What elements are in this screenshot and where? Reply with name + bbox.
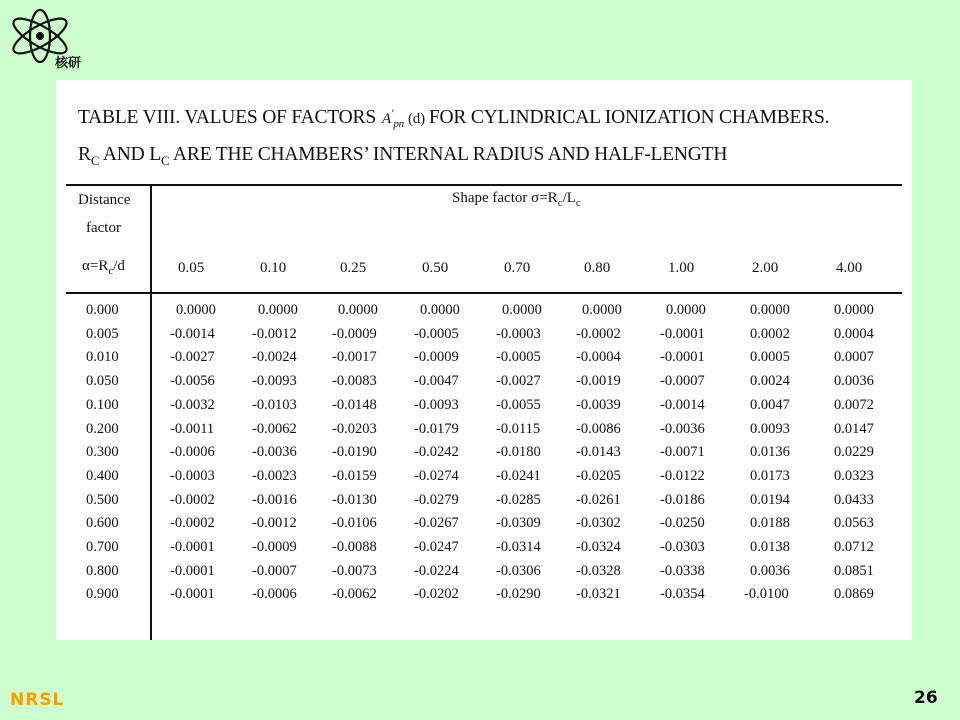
title-suffix: FOR CYLINDRICAL IONIZATION CHAMBERS.	[428, 107, 830, 128]
table-cell: 0.0093	[750, 420, 790, 437]
table-cell: -0.0003	[170, 467, 215, 484]
table-cell: 0.0000	[750, 302, 790, 318]
table-cell: 0.0138	[750, 539, 790, 555]
table-cell: -0.0261	[576, 491, 621, 508]
table-cell: -0.0242	[414, 444, 459, 461]
table-cell: -0.0001	[660, 349, 705, 366]
table-cell: 0.0229	[834, 444, 874, 461]
table-cell: -0.0354	[660, 586, 705, 603]
table-cell: 0.0000	[338, 302, 378, 318]
column-header: 0.05	[178, 260, 205, 276]
table-cell: -0.0036	[660, 420, 705, 437]
title-prefix: TABLE VIII. VALUES OF FACTORS	[78, 107, 377, 128]
table-cell: -0.0017	[332, 349, 377, 366]
table-cell: -0.0241	[496, 467, 541, 484]
table-cell: 0.0024	[750, 373, 790, 390]
table-cell: -0.0338	[660, 562, 705, 579]
row-alpha: 0.005	[86, 325, 119, 342]
factor-symbol: $A'_{pn}$	[382, 106, 404, 130]
table-cell: -0.0007	[660, 373, 705, 390]
table-cell: 0.0000	[176, 302, 216, 318]
factor-arg: (d)	[407, 111, 425, 127]
table-cell: -0.0011	[170, 420, 215, 437]
table-cell: -0.0027	[170, 349, 215, 366]
table-cell: -0.0083	[332, 373, 377, 390]
vertical-rule	[150, 184, 152, 640]
table-cell: -0.0002	[576, 325, 621, 342]
page-number: 26	[914, 688, 938, 708]
table-title	[78, 106, 829, 130]
row-alpha: 0.600	[86, 515, 119, 532]
column-header: 0.80	[584, 260, 611, 276]
table-cell: 0.0188	[750, 515, 790, 532]
table-cell: -0.0086	[576, 420, 621, 437]
table-cell: -0.0009	[332, 325, 377, 342]
table-cell: -0.0179	[414, 420, 459, 437]
table-cell: -0.0247	[414, 539, 459, 555]
table-cell: -0.0009	[414, 349, 459, 366]
table-cell: -0.0062	[332, 586, 377, 603]
row-alpha: 0.800	[86, 562, 119, 579]
table-cell: -0.0203	[332, 420, 377, 437]
table-cell: -0.0047	[414, 373, 459, 390]
table-panel	[56, 80, 912, 640]
table-cell: -0.0012	[252, 325, 297, 342]
table-cell: -0.0024	[252, 349, 297, 366]
table-cell: 0.0712	[834, 539, 874, 555]
row-alpha: 0.050	[86, 373, 119, 390]
table-cell: -0.0279	[414, 491, 459, 508]
table-cell: -0.0002	[170, 515, 215, 532]
logo-text: 核研	[55, 56, 82, 71]
table-cell: -0.0159	[332, 467, 377, 484]
table-cell: 0.0002	[750, 325, 790, 342]
table-cell: -0.0019	[576, 373, 621, 390]
table-cell: -0.0306	[496, 562, 541, 579]
table-cell: -0.0328	[576, 562, 621, 579]
table-cell: -0.0071	[660, 444, 705, 461]
table-cell: -0.0103	[252, 396, 297, 413]
table-cell: -0.0093	[414, 396, 459, 413]
table-cell: -0.0009	[252, 539, 297, 555]
table-cell: -0.0224	[414, 562, 459, 579]
table-cell: 0.0000	[666, 302, 706, 318]
table-cell: 0.0000	[834, 302, 874, 318]
column-header: 2.00	[752, 260, 779, 276]
table-cell: -0.0115	[496, 420, 541, 437]
row-alpha: 0.400	[86, 467, 119, 484]
table-cell: -0.0001	[660, 325, 705, 342]
row-alpha: 0.100	[86, 396, 119, 413]
table-cell: -0.0001	[170, 539, 215, 555]
row-header-distance: Distance	[78, 192, 131, 208]
table-cell: 0.0072	[834, 396, 874, 413]
shape-factor-header: Shape factor $\sigma=R_c/L_c$	[452, 190, 581, 209]
header-rule	[66, 292, 902, 294]
table-cell: -0.0001	[170, 562, 215, 579]
table-cell: -0.0005	[414, 325, 459, 342]
table-cell: -0.0148	[332, 396, 377, 413]
table-cell: -0.0014	[660, 396, 705, 413]
table-cell: 0.0007	[834, 349, 874, 366]
table-cell: -0.0093	[252, 373, 297, 390]
table-subtitle: $R_C$ AND $L_C$ ARE THE CHAMBERS’ INTERNAL RADIUS AND HALF-LENGTH	[78, 144, 728, 168]
table-cell: -0.0190	[332, 444, 377, 461]
table-cell: 0.0000	[502, 302, 542, 318]
table-cell: -0.0285	[496, 491, 541, 508]
table-cell: -0.0062	[252, 420, 297, 437]
table-cell: -0.0002	[170, 491, 215, 508]
table-cell: 0.0000	[420, 302, 460, 318]
row-header-factor: factor	[86, 220, 121, 236]
table-cell: 0.0136	[750, 444, 790, 461]
row-alpha: 0.700	[86, 539, 119, 555]
row-alpha: 0.300	[86, 444, 119, 461]
table-cell: -0.0100	[744, 586, 789, 603]
row-alpha: 0.500	[86, 491, 119, 508]
table-cell: 0.0036	[834, 373, 874, 390]
table-cell: -0.0004	[576, 349, 621, 366]
column-header: 0.70	[504, 260, 531, 276]
table-cell: 0.0005	[750, 349, 790, 366]
row-header-alpha: $\alpha=R_c/d$	[82, 258, 125, 277]
table-cell: -0.0012	[252, 515, 297, 532]
column-header: 1.00	[668, 260, 695, 276]
table-cell: -0.0088	[332, 539, 377, 555]
row-alpha: 0.010	[86, 349, 119, 366]
table-cell: 0.0000	[258, 302, 298, 318]
table-cell: -0.0267	[414, 515, 459, 532]
column-header: 0.10	[260, 260, 287, 276]
table-cell: 0.0047	[750, 396, 790, 413]
table-cell: -0.0180	[496, 444, 541, 461]
table-cell: -0.0006	[252, 586, 297, 603]
table-cell: -0.0130	[332, 491, 377, 508]
table-cell: -0.0073	[332, 562, 377, 579]
table-cell: -0.0324	[576, 539, 621, 555]
table-cell: -0.0007	[252, 562, 297, 579]
table-cell: -0.0023	[252, 467, 297, 484]
table-cell: -0.0290	[496, 586, 541, 603]
table-cell: -0.0016	[252, 491, 297, 508]
table-cell: -0.0274	[414, 467, 459, 484]
table-cell: -0.0014	[170, 325, 215, 342]
table-cell: -0.0003	[496, 325, 541, 342]
table-cell: 0.0147	[834, 420, 874, 437]
table-cell: -0.0006	[170, 444, 215, 461]
column-header: 0.50	[422, 260, 449, 276]
column-header: 0.25	[340, 260, 367, 276]
row-alpha: 0.200	[86, 420, 119, 437]
table-cell: 0.0323	[834, 467, 874, 484]
top-rule	[66, 184, 902, 186]
table-cell: 0.0004	[834, 325, 874, 342]
table-cell: -0.0122	[660, 467, 705, 484]
table-cell: 0.0194	[750, 491, 790, 508]
row-alpha: 0.000	[86, 302, 119, 318]
table-cell: -0.0205	[576, 467, 621, 484]
table-cell: -0.0309	[496, 515, 541, 532]
table-cell: -0.0001	[170, 586, 215, 603]
table-cell: -0.0005	[496, 349, 541, 366]
table-cell: 0.0000	[582, 302, 622, 318]
table-cell: -0.0314	[496, 539, 541, 555]
column-header: 4.00	[836, 260, 863, 276]
table-cell: -0.0056	[170, 373, 215, 390]
table-cell: -0.0143	[576, 444, 621, 461]
table-cell: -0.0321	[576, 586, 621, 603]
table-cell: 0.0433	[834, 491, 874, 508]
table-cell: -0.0302	[576, 515, 621, 532]
table-cell: 0.0851	[834, 562, 874, 579]
table-cell: 0.0036	[750, 562, 790, 579]
table-cell: -0.0202	[414, 586, 459, 603]
footer-org: NRSL	[10, 690, 65, 710]
table-cell: -0.0039	[576, 396, 621, 413]
table-cell: 0.0563	[834, 515, 874, 532]
table-cell: -0.0186	[660, 491, 705, 508]
table-cell: -0.0032	[170, 396, 215, 413]
table-cell: -0.0027	[496, 373, 541, 390]
table-cell: -0.0106	[332, 515, 377, 532]
table-cell: -0.0055	[496, 396, 541, 413]
table-cell: 0.0869	[834, 586, 874, 603]
table-cell: -0.0303	[660, 539, 705, 555]
row-alpha: 0.900	[86, 586, 119, 603]
table-cell: 0.0173	[750, 467, 790, 484]
table-cell: -0.0250	[660, 515, 705, 532]
table-cell: -0.0036	[252, 444, 297, 461]
